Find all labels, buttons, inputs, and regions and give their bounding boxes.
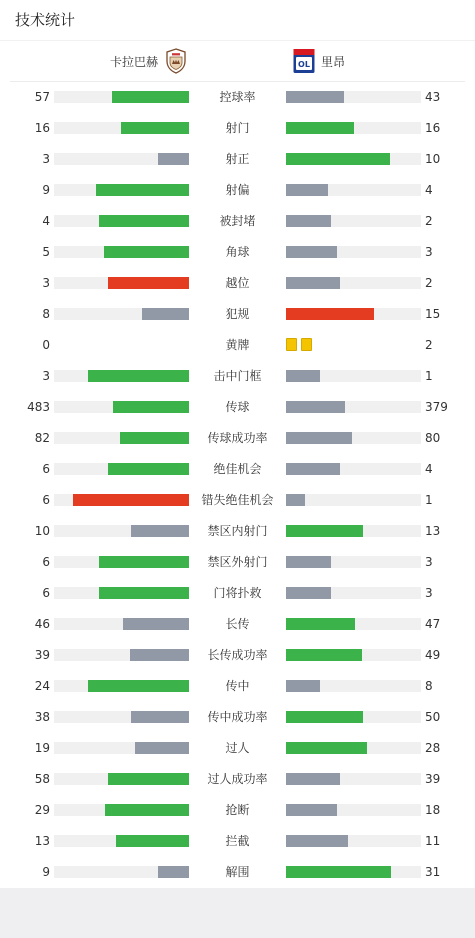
home-bar-track xyxy=(54,680,189,692)
home-value: 6 xyxy=(42,586,50,600)
home-bar xyxy=(131,711,189,723)
away-bar xyxy=(286,401,345,413)
home-bar xyxy=(104,246,189,258)
away-value: 28 xyxy=(425,741,441,755)
away-bar xyxy=(286,308,374,320)
away-value: 50 xyxy=(425,710,441,724)
away-value: 3 xyxy=(425,245,433,259)
home-bar xyxy=(158,866,189,878)
stat-label: 过人 xyxy=(225,741,250,755)
home-value: 39 xyxy=(34,648,50,662)
away-bar xyxy=(286,122,354,134)
stat-label: 禁区内射门 xyxy=(207,524,268,538)
home-bar xyxy=(130,649,189,661)
away-bar-track xyxy=(286,401,421,413)
stat-label: 射偏 xyxy=(225,183,250,197)
away-bar xyxy=(286,804,337,816)
stat-label: 被封堵 xyxy=(219,214,256,228)
away-value: 3 xyxy=(425,555,433,569)
away-bar xyxy=(286,91,344,103)
away-value: 4 xyxy=(425,462,433,476)
away-value: 47 xyxy=(425,617,441,631)
home-bar xyxy=(135,742,189,754)
home-bar xyxy=(112,91,189,103)
away-bar-track xyxy=(286,432,421,444)
stat-row xyxy=(0,485,475,516)
away-bar xyxy=(286,556,331,568)
away-bar-track xyxy=(286,370,421,382)
home-value: 10 xyxy=(34,524,50,538)
away-bar-track xyxy=(286,91,421,103)
away-value: 49 xyxy=(425,648,441,662)
stat-label: 抢断 xyxy=(225,803,250,817)
stat-label: 长传 xyxy=(225,617,250,631)
home-value: 5 xyxy=(42,245,50,259)
home-value: 9 xyxy=(42,865,50,879)
home-value: 29 xyxy=(34,803,50,817)
away-bar xyxy=(286,742,367,754)
home-bar-track xyxy=(54,215,189,227)
away-bar-track xyxy=(286,463,421,475)
stat-label: 射门 xyxy=(225,121,250,135)
home-bar-track xyxy=(54,432,189,444)
stat-label: 黄牌 xyxy=(225,338,250,352)
away-bar xyxy=(286,866,391,878)
away-bar xyxy=(286,587,331,599)
away-bar-track xyxy=(286,122,421,134)
away-value: 1 xyxy=(425,369,433,383)
home-bar xyxy=(96,184,189,196)
home-bar-track xyxy=(54,804,189,816)
stat-row xyxy=(0,392,475,423)
home-bar-track xyxy=(54,91,189,103)
stat-row xyxy=(0,175,475,206)
home-bar-track xyxy=(54,649,189,661)
stat-row xyxy=(0,454,475,485)
away-value: 2 xyxy=(425,338,433,352)
stat-label: 长传成功率 xyxy=(207,648,268,662)
stat-label: 控球率 xyxy=(219,90,256,104)
home-bar-track xyxy=(54,370,189,382)
svg-text:OL: OL xyxy=(298,60,310,69)
home-value: 6 xyxy=(42,462,50,476)
home-bar-track xyxy=(54,494,189,506)
away-value: 1 xyxy=(425,493,433,507)
away-bar-track xyxy=(286,525,421,537)
home-bar-track xyxy=(54,277,189,289)
stat-row xyxy=(0,113,475,144)
home-value: 4 xyxy=(42,214,50,228)
home-bar xyxy=(123,618,189,630)
home-team[interactable] xyxy=(110,48,188,74)
away-bar-track xyxy=(286,649,421,661)
stat-label: 传中 xyxy=(225,679,250,693)
home-bar xyxy=(120,432,189,444)
home-bar-track xyxy=(54,587,189,599)
stat-label: 错失绝佳机会 xyxy=(201,493,274,507)
away-value: 15 xyxy=(425,307,441,321)
away-bar xyxy=(286,463,340,475)
stat-row xyxy=(0,795,475,826)
stat-label: 击中门框 xyxy=(213,369,262,383)
away-team[interactable] xyxy=(292,48,345,74)
home-bar-track xyxy=(54,525,189,537)
home-bar-track xyxy=(54,308,189,320)
away-bar-track xyxy=(286,835,421,847)
away-bar-track xyxy=(286,556,421,568)
stat-label: 拦截 xyxy=(225,834,250,848)
stat-row xyxy=(0,826,475,857)
away-bar-track xyxy=(286,866,421,878)
home-value: 9 xyxy=(42,183,50,197)
home-bar-track xyxy=(54,401,189,413)
away-bar xyxy=(286,835,348,847)
home-bar xyxy=(73,494,189,506)
away-bar xyxy=(286,680,320,692)
home-value: 57 xyxy=(34,90,50,104)
stat-row xyxy=(0,702,475,733)
home-bar xyxy=(158,153,189,165)
away-yellow-cards xyxy=(286,338,316,352)
home-value: 46 xyxy=(34,617,50,631)
away-bar-track xyxy=(286,773,421,785)
stat-row xyxy=(0,857,475,888)
stat-row xyxy=(0,82,475,113)
stat-label: 传球成功率 xyxy=(207,431,268,445)
away-bar-track xyxy=(286,277,421,289)
home-value: 8 xyxy=(42,307,50,321)
home-bar-track xyxy=(54,122,189,134)
away-bar-track xyxy=(286,215,421,227)
home-value: 3 xyxy=(42,152,50,166)
away-value: 2 xyxy=(425,276,433,290)
stat-label: 射正 xyxy=(225,152,250,166)
home-bar-track xyxy=(54,866,189,878)
stat-row xyxy=(0,330,475,361)
away-value: 31 xyxy=(425,865,441,879)
home-bar xyxy=(105,804,189,816)
home-bar xyxy=(121,122,189,134)
home-team-name: 卡拉巴赫 xyxy=(109,54,158,69)
stat-label: 解围 xyxy=(225,865,250,879)
home-bar xyxy=(99,587,189,599)
stat-label: 门将扑救 xyxy=(213,586,262,600)
away-value: 2 xyxy=(425,214,433,228)
away-bar xyxy=(286,711,363,723)
home-value: 24 xyxy=(34,679,50,693)
away-bar-track xyxy=(286,680,421,692)
home-bar xyxy=(108,277,189,289)
yellow-card-icon xyxy=(301,338,312,351)
stats-list xyxy=(0,82,475,888)
away-bar-track xyxy=(286,711,421,723)
home-bar-track xyxy=(54,711,189,723)
home-bar-track xyxy=(54,463,189,475)
stat-label: 绝佳机会 xyxy=(213,462,262,476)
home-bar-track xyxy=(54,246,189,258)
stat-label: 角球 xyxy=(225,245,250,259)
home-value: 82 xyxy=(34,431,50,445)
stat-label: 过人成功率 xyxy=(207,772,268,786)
away-value: 3 xyxy=(425,586,433,600)
home-team-crest-icon xyxy=(164,48,188,74)
page-title: 技术统计 xyxy=(15,11,76,29)
stat-row xyxy=(0,578,475,609)
stat-label: 禁区外射门 xyxy=(207,555,268,569)
home-value: 16 xyxy=(34,121,50,135)
home-bar xyxy=(88,680,189,692)
away-value: 43 xyxy=(425,90,441,104)
home-bar-track xyxy=(54,835,189,847)
home-bar xyxy=(108,773,189,785)
away-value: 379 xyxy=(425,400,448,414)
home-bar-track xyxy=(54,184,189,196)
away-bar xyxy=(286,618,355,630)
home-value: 0 xyxy=(42,338,50,352)
home-value: 13 xyxy=(34,834,50,848)
away-value: 8 xyxy=(425,679,433,693)
away-bar xyxy=(286,494,305,506)
away-bar-track xyxy=(286,184,421,196)
stat-row xyxy=(0,423,475,454)
home-value: 6 xyxy=(42,555,50,569)
stat-label: 传球 xyxy=(225,400,250,414)
stat-row xyxy=(0,547,475,578)
away-bar xyxy=(286,525,363,537)
stat-row xyxy=(0,764,475,795)
away-value: 39 xyxy=(425,772,441,786)
home-bar-track xyxy=(54,153,189,165)
stat-row xyxy=(0,609,475,640)
home-value: 6 xyxy=(42,493,50,507)
away-team-crest-icon xyxy=(292,48,316,74)
away-bar xyxy=(286,370,320,382)
away-bar xyxy=(286,153,390,165)
away-bar-track xyxy=(286,246,421,258)
away-bar-track xyxy=(286,804,421,816)
away-value: 4 xyxy=(425,183,433,197)
stat-label: 传中成功率 xyxy=(207,710,268,724)
away-bar xyxy=(286,773,340,785)
stat-row xyxy=(0,268,475,299)
away-team-name: 里昂 xyxy=(321,54,346,69)
away-value: 11 xyxy=(425,834,441,848)
stat-label: 越位 xyxy=(225,276,250,290)
home-value: 3 xyxy=(42,369,50,383)
home-bar-track xyxy=(54,773,189,785)
stat-label: 犯规 xyxy=(225,307,250,321)
away-value: 13 xyxy=(425,524,441,538)
away-bar xyxy=(286,432,352,444)
home-value: 19 xyxy=(34,741,50,755)
away-bar xyxy=(286,649,362,661)
home-bar xyxy=(99,556,189,568)
away-bar xyxy=(286,184,328,196)
away-bar-track xyxy=(286,742,421,754)
yellow-card-icon xyxy=(286,338,297,351)
away-bar-track xyxy=(286,308,421,320)
home-bar-track xyxy=(54,556,189,568)
home-bar-track xyxy=(54,742,189,754)
stat-row xyxy=(0,144,475,175)
home-value: 3 xyxy=(42,276,50,290)
divider xyxy=(0,40,475,41)
stat-row xyxy=(0,237,475,268)
home-bar xyxy=(142,308,189,320)
away-bar xyxy=(286,246,337,258)
home-value: 38 xyxy=(34,710,50,724)
stat-row xyxy=(0,733,475,764)
home-bar xyxy=(116,835,189,847)
away-value: 80 xyxy=(425,431,441,445)
away-bar xyxy=(286,277,340,289)
away-bar-track xyxy=(286,494,421,506)
stat-row xyxy=(0,671,475,702)
home-value: 483 xyxy=(27,400,50,414)
away-bar-track xyxy=(286,618,421,630)
away-bar-track xyxy=(286,153,421,165)
away-value: 10 xyxy=(425,152,441,166)
home-bar xyxy=(99,215,189,227)
stat-row xyxy=(0,640,475,671)
away-bar-track xyxy=(286,587,421,599)
stat-row xyxy=(0,299,475,330)
home-bar xyxy=(131,525,189,537)
home-value: 58 xyxy=(34,772,50,786)
home-bar xyxy=(113,401,189,413)
away-value: 18 xyxy=(425,803,441,817)
away-value: 16 xyxy=(425,121,441,135)
stat-row xyxy=(0,206,475,237)
away-bar xyxy=(286,215,331,227)
home-bar xyxy=(88,370,189,382)
stat-row xyxy=(0,516,475,547)
home-bar xyxy=(108,463,189,475)
stat-row xyxy=(0,361,475,392)
home-bar-track xyxy=(54,618,189,630)
